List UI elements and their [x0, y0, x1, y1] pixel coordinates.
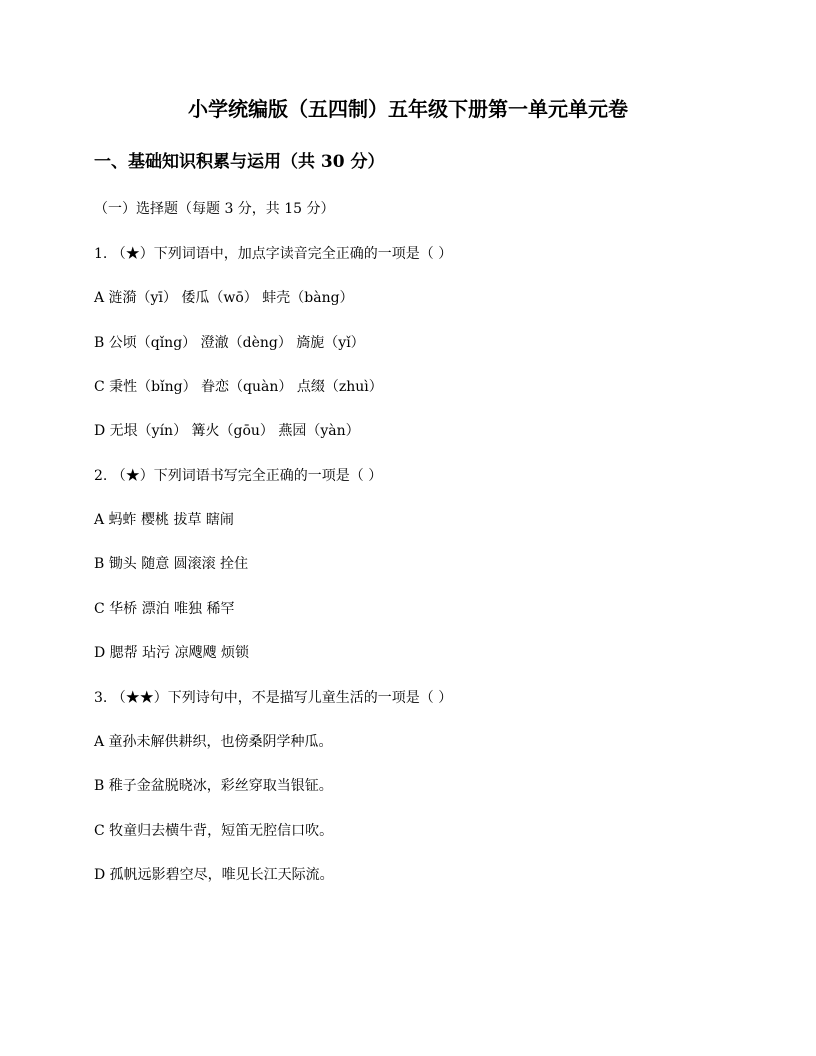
question-1-option-d: D 无垠（yín） 篝火（gōu） 燕园（yàn） [94, 423, 360, 439]
document-title: 小学统编版（五四制）五年级下册第一单元单元卷 [188, 97, 628, 121]
question-2-stem: 2. （★）下列词语书写完全正确的一项是（ ） [94, 468, 383, 484]
question-3-option-d: D 孤帆远影碧空尽，唯见长江天际流。 [94, 867, 334, 883]
question-3-stem: 3. （★★）下列诗句中，不是描写儿童生活的一项是（ ） [94, 690, 453, 706]
question-2-option-a: A 蚂蚱 樱桃 拔草 瞎闹 [94, 512, 234, 528]
subsection-heading: （一）选择题（每题 3 分，共 15 分） [94, 201, 335, 217]
section-heading: 一、基础知识积累与运用（共 30 分） [94, 152, 385, 172]
question-3-option-b: B 稚子金盆脱晓冰，彩丝穿取当银钲。 [94, 778, 333, 794]
question-3-option-a: A 童孙未解供耕织，也傍桑阴学种瓜。 [94, 734, 333, 750]
question-2-option-d: D 腮帮 玷污 凉飕飕 烦锁 [94, 645, 250, 661]
question-1-option-a: A 涟漪（yī） 倭瓜（wō） 蚌壳（bàng） [94, 290, 354, 306]
question-1-stem: 1. （★）下列词语中，加点字读音完全正确的一项是（ ） [94, 246, 453, 262]
question-1-option-c: C 秉性（bǐng） 眷恋（quàn） 点缀（zhuì） [94, 379, 383, 395]
question-2-option-c: C 华桥 漂泊 唯独 稀罕 [94, 601, 235, 617]
question-1-option-b: B 公顷（qǐng） 澄澈（dèng） 旖旎（yǐ） [94, 335, 365, 351]
question-2-option-b: B 锄头 随意 圆滚滚 拴住 [94, 556, 249, 572]
question-3-option-c: C 牧童归去横牛背，短笛无腔信口吹。 [94, 823, 334, 839]
